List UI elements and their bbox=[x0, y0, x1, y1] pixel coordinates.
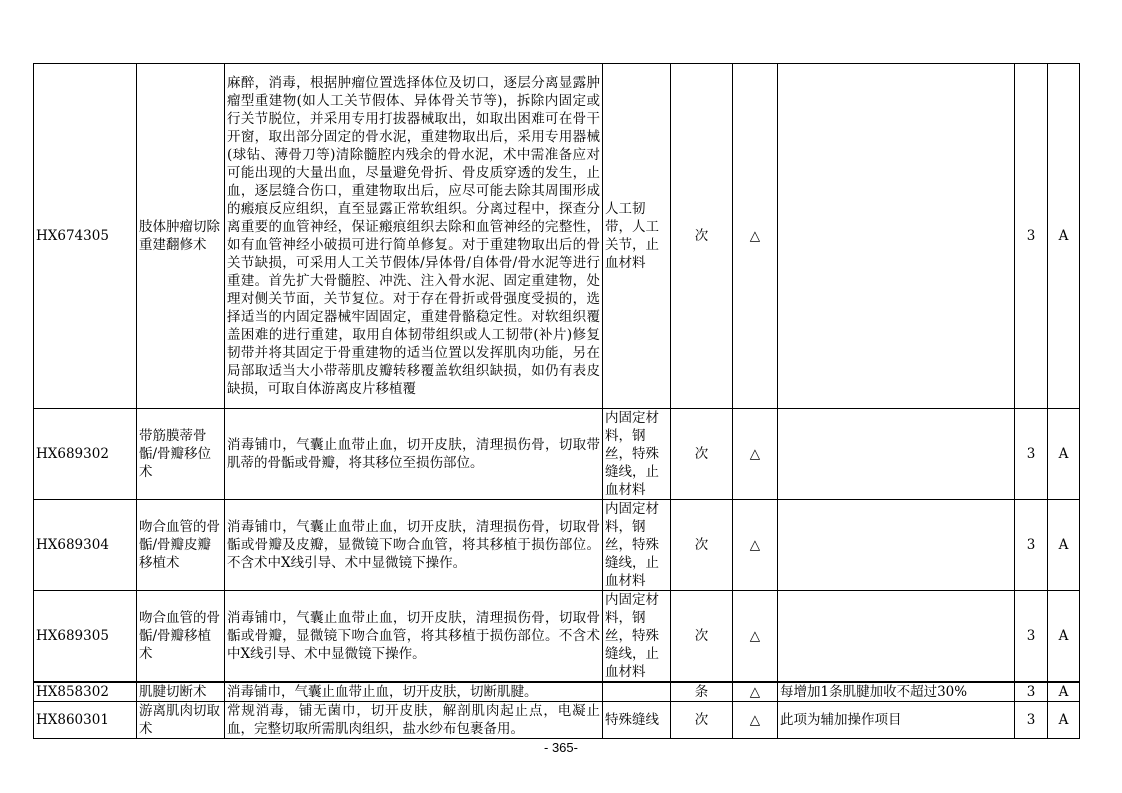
table-row bbox=[34, 591, 1080, 683]
note: 此项为辅加操作项目 bbox=[778, 702, 1015, 739]
mark: △ bbox=[733, 682, 778, 702]
mark: △ bbox=[733, 702, 778, 739]
item-code: HX858302 bbox=[34, 682, 137, 702]
note bbox=[778, 500, 1015, 591]
note: 每增加1条肌腱加收不超过30% bbox=[778, 682, 1015, 702]
grade: A bbox=[1048, 409, 1080, 500]
excluded-materials: 特殊缝线 bbox=[603, 702, 671, 739]
level: 3 bbox=[1015, 702, 1048, 739]
item-name: 肌腱切断术 bbox=[137, 682, 225, 702]
table-row bbox=[34, 682, 1080, 702]
mark: △ bbox=[733, 64, 778, 409]
excluded-materials: 人工韧带，人工关节，止血材料 bbox=[603, 64, 671, 409]
table-row bbox=[34, 409, 1080, 500]
item-name: 带筋膜蒂骨骺/骨瓣移位术 bbox=[137, 409, 225, 500]
item-code: HX689305 bbox=[34, 591, 137, 683]
mark: △ bbox=[733, 409, 778, 500]
excluded-materials: 内固定材料，钢丝，特殊缝线，止血材料 bbox=[603, 409, 671, 500]
item-description: 消毒铺巾，气囊止血带止血，切开皮肤，清理损伤骨，切取骨骺或骨瓣，显微镜下吻合血管，将其移植于损伤部位。不含术中X线引导、术中显微镜下操作。 bbox=[225, 591, 603, 683]
note bbox=[778, 409, 1015, 500]
level: 3 bbox=[1015, 682, 1048, 702]
level: 3 bbox=[1015, 500, 1048, 591]
mark: △ bbox=[733, 500, 778, 591]
note bbox=[778, 64, 1015, 409]
unit: 次 bbox=[671, 500, 733, 591]
level: 3 bbox=[1015, 591, 1048, 683]
item-description: 消毒铺巾，气囊止血带止血，切开皮肤，清理损伤骨，切取带肌蒂的骨骺或骨瓣，将其移位至损伤部位。 bbox=[225, 409, 603, 500]
item-description: 麻醉，消毒，根据肿瘤位置选择体位及切口，逐层分离显露肿瘤型重建物(如人工关节假体、异体骨关节等)，拆除内固定或行关节脱位，并采用专用打拔器械取出，如取出困难可在骨干开窗，取出部分固定的骨水泥，重建物取出后，采用专用器械(球钻、薄骨刀等)清除髓腔内残余的骨水泥，术中需准备应对可能出现的大量出血，尽量避免骨折、骨皮质穿透的发生，止血，逐层缝合伤口，重建物取出后，应尽可能去除其周围形成的瘢痕反应组织，直至显露正常软组织。分离过程中，探查分离重要的血管神经，保证瘢痕组织去除和血管神经的完整性，如有血管神经小破损可进行简单修复。对于重建物取出后的骨关节缺损，可采用人工关节假体/异体骨/自体骨/骨水泥等进行重建。首先扩大骨髓腔、冲洗、注入骨水泥、固定重建物，处理对侧关节面，关节复位。对于存在骨折或骨强度受损的，选择适当的内固定器械牢固固定，重建骨骼稳定性。对软组织覆盖困难的进行重建，取用自体韧带组织或人工韧带(补片)修复韧带并将其固定于骨重建物的适当位置以发挥肌肉功能，另在局部取适当大小带蒂肌皮瓣转移覆盖软组织缺损，如仍有表皮缺损，可取自体游离皮片移植覆 bbox=[225, 64, 603, 409]
unit: 次 bbox=[671, 591, 733, 683]
unit: 次 bbox=[671, 64, 733, 409]
page-number: - 365- bbox=[544, 740, 578, 755]
level: 3 bbox=[1015, 409, 1048, 500]
grade: A bbox=[1048, 682, 1080, 702]
table-row bbox=[34, 500, 1080, 591]
excluded-materials: 内固定材料，钢丝，特殊缝线，止血材料 bbox=[603, 591, 671, 683]
note bbox=[778, 591, 1015, 683]
level: 3 bbox=[1015, 64, 1048, 409]
grade: A bbox=[1048, 500, 1080, 591]
item-description: 消毒铺巾，气囊止血带止血，切开皮肤，切断肌腱。 bbox=[225, 682, 603, 702]
item-code: HX689304 bbox=[34, 500, 137, 591]
item-code: HX689302 bbox=[34, 409, 137, 500]
table-row bbox=[34, 64, 1080, 409]
item-code: HX860301 bbox=[34, 702, 137, 739]
item-name: 吻合血管的骨骺/骨瓣皮瓣移植术 bbox=[137, 500, 225, 591]
grade: A bbox=[1048, 591, 1080, 683]
item-name: 游离肌肉切取术 bbox=[137, 702, 225, 739]
unit: 次 bbox=[671, 409, 733, 500]
unit: 条 bbox=[671, 682, 733, 702]
item-code: HX674305 bbox=[34, 64, 137, 409]
grade: A bbox=[1048, 702, 1080, 739]
unit: 次 bbox=[671, 702, 733, 739]
item-description: 消毒铺巾，气囊止血带止血，切开皮肤，清理损伤骨，切取骨骺或骨瓣及皮瓣，显微镜下吻合血管，将其移植于损伤部位。不含术中X线引导、术中显微镜下操作。 bbox=[225, 500, 603, 591]
pricing-table bbox=[33, 63, 1080, 739]
mark: △ bbox=[733, 591, 778, 683]
item-description: 常规消毒，铺无菌巾，切开皮肤，解剖肌肉起止点，电凝止血，完整切取所需肌肉组织，盐水纱布包裹备用。 bbox=[225, 702, 603, 739]
item-name: 吻合血管的骨骺/骨瓣移植术 bbox=[137, 591, 225, 683]
item-name: 肢体肿瘤切除重建翻修术 bbox=[137, 64, 225, 409]
excluded-materials bbox=[603, 682, 671, 702]
excluded-materials: 内固定材料，钢丝，特殊缝线，止血材料 bbox=[603, 500, 671, 591]
grade: A bbox=[1048, 64, 1080, 409]
table-row bbox=[34, 702, 1080, 739]
